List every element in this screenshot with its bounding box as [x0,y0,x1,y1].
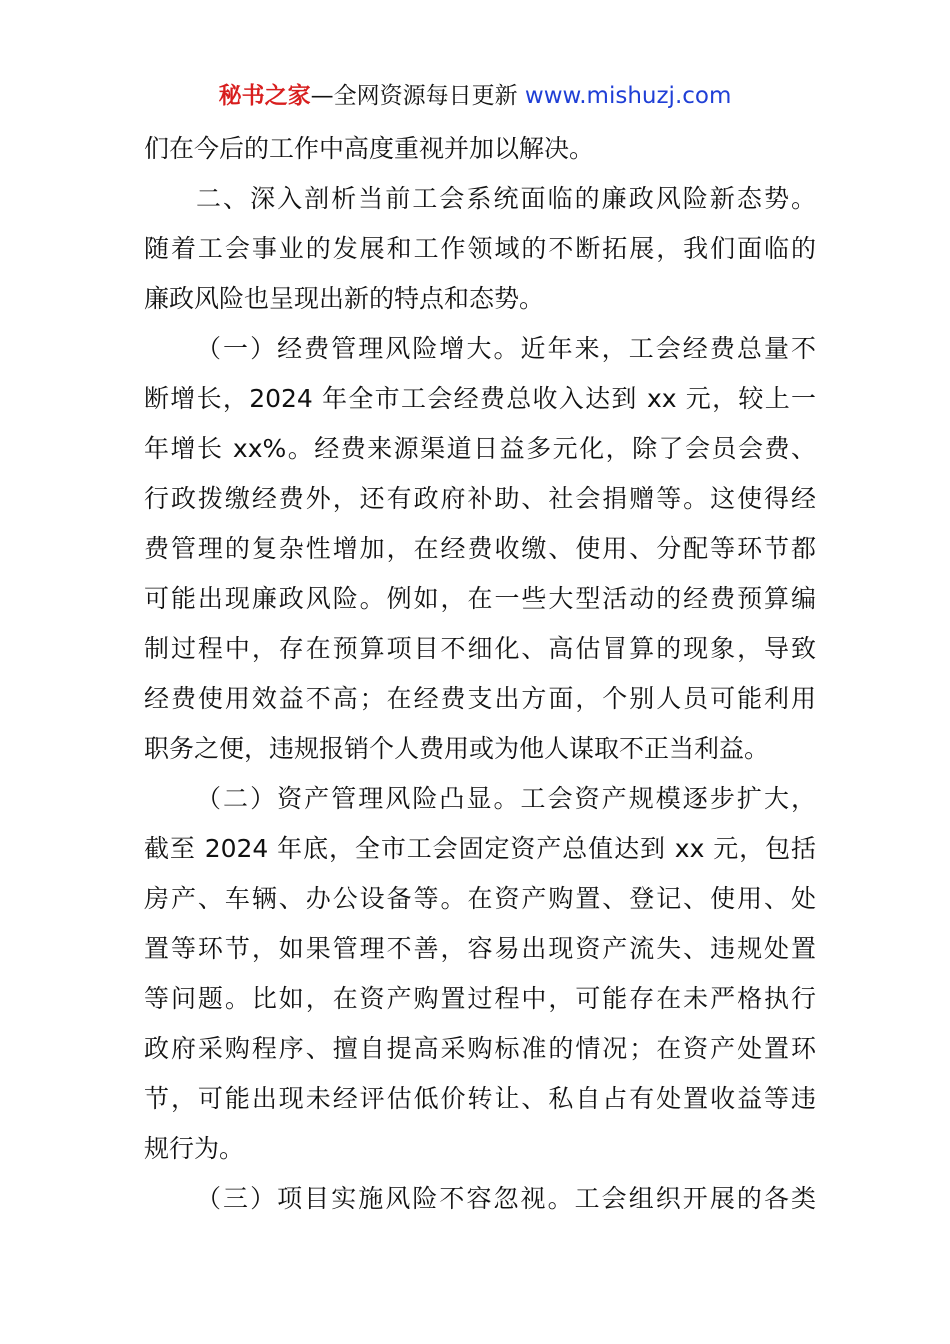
subsection-heading: （三）项目实施风险不容忽视。工会组织开展的各类 [196,1184,816,1213]
section-heading: 二、深入剖析当前工会系统面临的廉政风险新态势。 [196,184,816,213]
text-line: 断增长，2024 年全市工会经费总收入达到 xx 元，较上一 [144,384,816,413]
text-line: 房产、车辆、办公设备等。在资产购置、登记、使用、处 [144,884,816,913]
text-line: 制过程中，存在预算项目不细化、高估冒算的现象，导致 [144,634,816,663]
text-line: 置等环节，如果管理不善，容易出现资产流失、违规处置 [144,934,816,963]
text-line: 年增长 xx%。经费来源渠道日益多元化，除了会员会费、 [144,434,816,463]
text-line: 节，可能出现未经评估低价转让、私自占有处置收益等违 [144,1084,816,1113]
text-line: 可能出现廉政风险。例如，在一些大型活动的经费预算编 [144,584,816,613]
text-line: 廉政风险也呈现出新的特点和态势。 [144,284,545,313]
text-line: 经费使用效益不高；在经费支出方面，个别人员可能利用 [144,684,816,713]
text-line: 随着工会事业的发展和工作领域的不断拓展，我们面临的 [144,234,816,263]
text-line: 们在今后的工作中高度重视并加以解决。 [144,134,595,163]
subsection-heading: （二）资产管理风险凸显。工会资产规模逐步扩大， [196,784,816,813]
text-line: 截至 2024 年底，全市工会固定资产总值达到 xx 元，包括 [144,834,816,863]
text-line: 规行为。 [144,1134,245,1163]
text-line: 等问题。比如，在资产购置过程中，可能存在未严格执行 [144,984,816,1013]
site-url-link[interactable]: www.mishuzj.com [524,83,732,109]
text-line: 行政拨缴经费外，还有政府补助、社会捐赠等。这使得经 [144,484,816,513]
text-line: 政府采购程序、擅自提高采购标准的情况；在资产处置环 [144,1034,816,1063]
brand-name: 秘书之家 [218,83,311,109]
text-line: 职务之便，违规报销个人费用或为他人谋取不正当利益。 [144,734,770,763]
header-tagline: —全网资源每日更新 [310,83,525,109]
document-body [144,124,816,1224]
text-line: 费管理的复杂性增加，在经费收缴、使用、分配等环节都 [144,534,816,563]
site-header [0,80,950,112]
subsection-heading: （一）经费管理风险增大。近年来，工会经费总量不 [196,334,816,363]
